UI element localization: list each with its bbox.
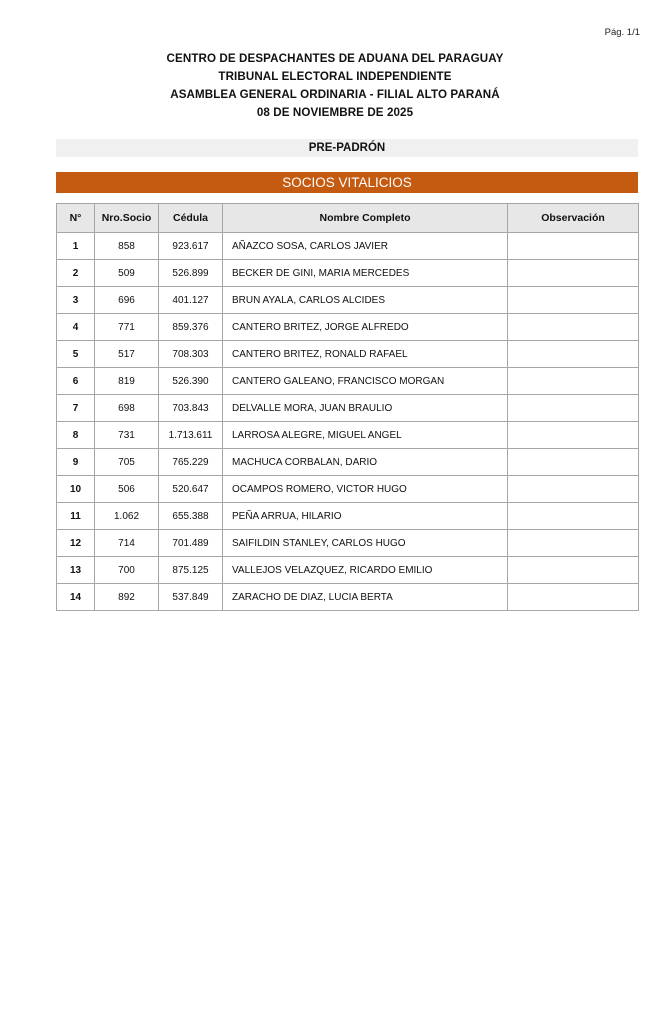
- row-number: 11: [57, 503, 95, 530]
- table-row: [57, 422, 639, 449]
- id-card: 765.229: [159, 449, 223, 476]
- row-number: 9: [57, 449, 95, 476]
- id-card: 537.849: [159, 584, 223, 611]
- observation: [508, 557, 639, 584]
- row-number: 7: [57, 395, 95, 422]
- member-id: 700: [95, 557, 159, 584]
- observation: [508, 287, 639, 314]
- table-row: [57, 314, 639, 341]
- table-row: [57, 449, 639, 476]
- observation: [508, 449, 639, 476]
- column-header-observation: Observación: [508, 204, 639, 233]
- column-header-member-id: Nro.Socio: [95, 204, 159, 233]
- id-card: 526.899: [159, 260, 223, 287]
- table-row: [57, 584, 639, 611]
- full-name: MACHUCA CORBALAN, DARIO: [223, 449, 508, 476]
- row-number: 13: [57, 557, 95, 584]
- table-header-row: [57, 204, 639, 233]
- member-id: 509: [95, 260, 159, 287]
- observation: [508, 530, 639, 557]
- document-subtitle: PRE-PADRÓN: [56, 139, 638, 157]
- header-line-date: 08 DE NOVIEMBRE DE 2025: [256, 106, 414, 119]
- row-number: 14: [57, 584, 95, 611]
- full-name: CANTERO GALEANO, FRANCISCO MORGAN: [223, 368, 508, 395]
- member-id: 506: [95, 476, 159, 503]
- id-card: 1.713.611: [159, 422, 223, 449]
- observation: [508, 476, 639, 503]
- document-header: [0, 50, 670, 122]
- full-name: DELVALLE MORA, JUAN BRAULIO: [223, 395, 508, 422]
- id-card: 401.127: [159, 287, 223, 314]
- full-name: CANTERO BRITEZ, RONALD RAFAEL: [223, 341, 508, 368]
- full-name: LARROSA ALEGRE, MIGUEL ANGEL: [223, 422, 508, 449]
- member-id: 892: [95, 584, 159, 611]
- row-number: 4: [57, 314, 95, 341]
- header-line-organization: CENTRO DE DESPACHANTES DE ADUANA DEL PARAGUAY: [166, 52, 504, 65]
- table-row: [57, 233, 639, 260]
- row-number: 3: [57, 287, 95, 314]
- full-name: AÑAZCO SOSA, CARLOS JAVIER: [223, 233, 508, 260]
- full-name: ZARACHO DE DIAZ, LUCIA BERTA: [223, 584, 508, 611]
- column-header-id-card: Cédula: [159, 204, 223, 233]
- full-name: BRUN AYALA, CARLOS ALCIDES: [223, 287, 508, 314]
- member-id: 731: [95, 422, 159, 449]
- row-number: 5: [57, 341, 95, 368]
- id-card: 875.125: [159, 557, 223, 584]
- row-number: 6: [57, 368, 95, 395]
- member-id: 1.062: [95, 503, 159, 530]
- column-header-full-name: Nombre Completo: [223, 204, 508, 233]
- full-name: OCAMPOS ROMERO, VICTOR HUGO: [223, 476, 508, 503]
- id-card: 923.617: [159, 233, 223, 260]
- page-number: Pág. 1/1: [604, 27, 640, 38]
- table-row: [57, 341, 639, 368]
- observation: [508, 233, 639, 260]
- observation: [508, 260, 639, 287]
- row-number: 12: [57, 530, 95, 557]
- id-card: 703.843: [159, 395, 223, 422]
- id-card: 708.303: [159, 341, 223, 368]
- table-row: [57, 557, 639, 584]
- full-name: VALLEJOS VELAZQUEZ, RICARDO EMILIO: [223, 557, 508, 584]
- full-name: PEÑA ARRUA, HILARIO: [223, 503, 508, 530]
- member-id: 517: [95, 341, 159, 368]
- table-row: [57, 476, 639, 503]
- observation: [508, 503, 639, 530]
- table-row: [57, 368, 639, 395]
- full-name: BECKER DE GINI, MARIA MERCEDES: [223, 260, 508, 287]
- member-id: 714: [95, 530, 159, 557]
- observation: [508, 314, 639, 341]
- table-row: [57, 260, 639, 287]
- table-row: [57, 530, 639, 557]
- observation: [508, 368, 639, 395]
- full-name: CANTERO BRITEZ, JORGE ALFREDO: [223, 314, 508, 341]
- id-card: 526.390: [159, 368, 223, 395]
- member-id: 858: [95, 233, 159, 260]
- member-id: 771: [95, 314, 159, 341]
- header-line-tribunal: TRIBUNAL ELECTORAL INDEPENDIENTE: [218, 70, 452, 83]
- column-header-number: N°: [57, 204, 95, 233]
- id-card: 520.647: [159, 476, 223, 503]
- observation: [508, 422, 639, 449]
- member-id: 705: [95, 449, 159, 476]
- section-title-bar: SOCIOS VITALICIOS: [56, 172, 638, 193]
- id-card: 701.489: [159, 530, 223, 557]
- member-id: 819: [95, 368, 159, 395]
- row-number: 1: [57, 233, 95, 260]
- member-id: 698: [95, 395, 159, 422]
- observation: [508, 341, 639, 368]
- table-row: [57, 395, 639, 422]
- member-id: 696: [95, 287, 159, 314]
- members-table: [56, 203, 639, 611]
- full-name: SAIFILDIN STANLEY, CARLOS HUGO: [223, 530, 508, 557]
- row-number: 10: [57, 476, 95, 503]
- table-row: [57, 287, 639, 314]
- id-card: 655.388: [159, 503, 223, 530]
- row-number: 8: [57, 422, 95, 449]
- observation: [508, 395, 639, 422]
- row-number: 2: [57, 260, 95, 287]
- header-line-assembly: ASAMBLEA GENERAL ORDINARIA - FILIAL ALTO PARANÁ: [170, 88, 500, 101]
- observation: [508, 584, 639, 611]
- id-card: 859.376: [159, 314, 223, 341]
- table-row: [57, 503, 639, 530]
